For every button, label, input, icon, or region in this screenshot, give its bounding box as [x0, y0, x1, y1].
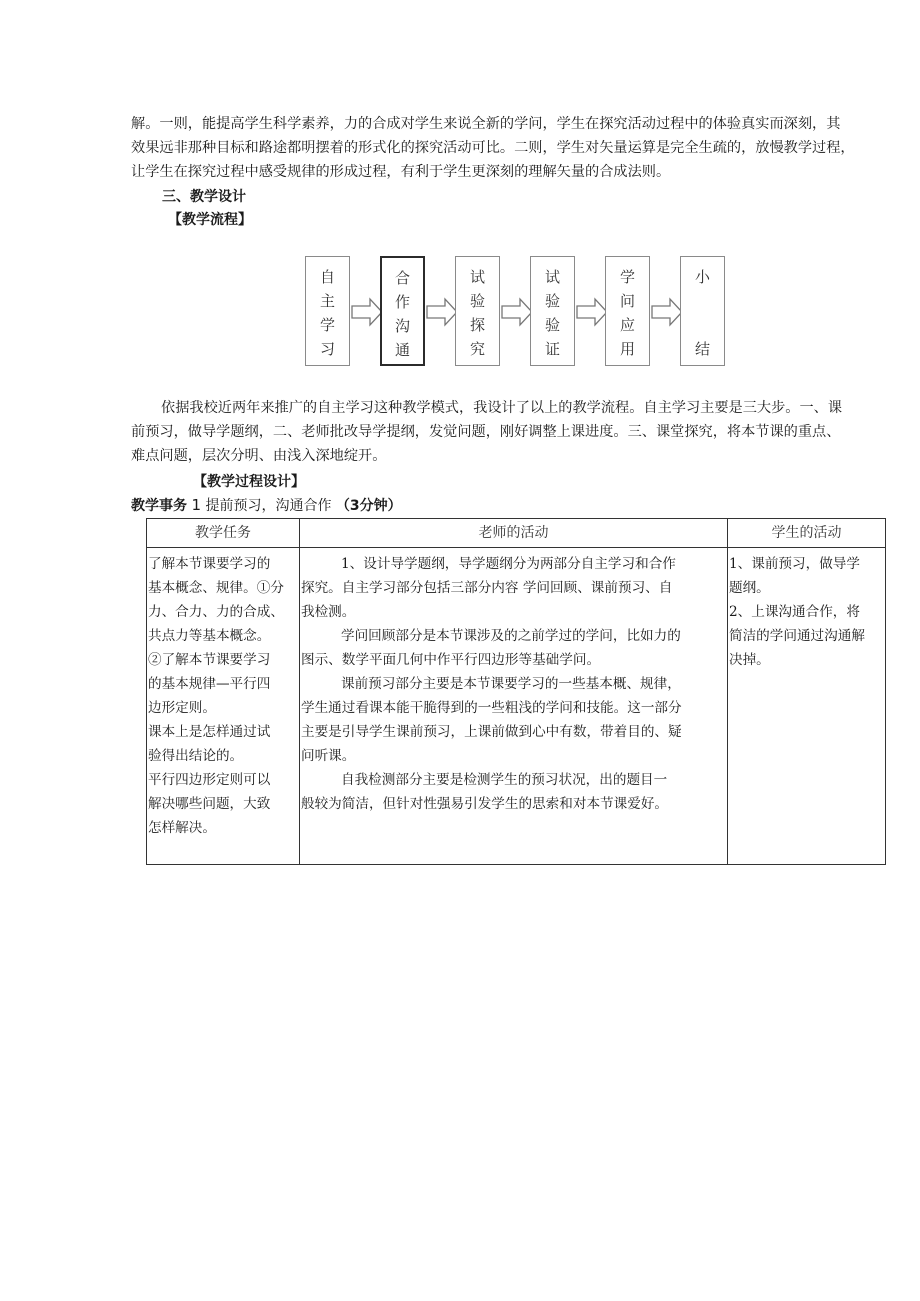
flow-step-cooperation	[380, 256, 425, 366]
student-activity-line: 决掉。	[729, 652, 770, 668]
teacher-activity-line: 学问回顾部分是本节课涉及的之前学过的学问，比如力的	[341, 628, 681, 644]
student-activity-line: 2、上课沟通合作，将	[729, 604, 860, 620]
teacher-activity-line: 自我检测部分主要是检测学生的预习状况，出的题目一	[341, 772, 668, 788]
task-title-text: 提前预习，沟通合作	[205, 498, 332, 514]
task-line: 怎样解决。	[148, 820, 216, 836]
student-activity-line: 简洁的学问通过沟通解	[729, 628, 865, 644]
flow-step-char: 通	[394, 341, 410, 359]
task-title	[131, 495, 402, 515]
flow-step-char: 验	[544, 316, 560, 334]
teacher-activity-line: 1、设计导学题纲，导学题纲分为两部分自主学习和合作	[341, 556, 676, 572]
flow-heading: 【教学流程】	[168, 212, 252, 228]
teaching-flow-diagram	[305, 256, 728, 368]
flow-step-char: 习	[319, 340, 335, 358]
task-line: 课本上是怎样通过试	[148, 724, 271, 740]
flow-step-char: 证	[544, 340, 560, 358]
table-header-row	[147, 519, 886, 548]
flow-step-char	[681, 313, 724, 337]
intro-line: 解。一则，能提高学生科学素养，力的合成对学生来说全新的学问，学生在探究活动过程中的体验真实而深刻，其	[131, 116, 841, 132]
task-line: 验得出结论的。	[148, 748, 244, 764]
process-table	[146, 518, 886, 865]
flow-step-char: 应	[619, 316, 635, 334]
flow-step-char: 验	[469, 292, 485, 310]
flow-step-char: 小	[694, 268, 710, 286]
task-line: 基本概念、规律。①分	[148, 580, 284, 596]
teacher-activity-line: 探究。自主学习部分包括三部分内容 学问回顾、课前预习、自	[301, 580, 673, 596]
flow-step-char: 试	[469, 268, 485, 286]
task-cell	[147, 548, 300, 865]
header-student-activity: 学生的活动	[728, 519, 886, 548]
flow-step-char: 自	[319, 268, 335, 286]
flow-step-char: 验	[544, 292, 560, 310]
teacher-activity-line: 般较为简洁，但针对性强易引发学生的思索和对本节课爱好。	[301, 796, 669, 812]
flow-step-char	[681, 289, 724, 313]
flow-arrow-icon	[575, 297, 609, 327]
flow-step-char: 究	[469, 340, 485, 358]
flow-step-char: 主	[319, 292, 335, 310]
flow-step-char: 合	[394, 269, 410, 287]
teacher-activity-line: 课前预习部分主要是本节课要学习的一些基本概、规律，	[341, 676, 681, 692]
task-line: ②了解本节课要学习	[148, 652, 271, 668]
intro-paragraph	[131, 112, 909, 184]
student-activity-cell	[728, 548, 886, 865]
flow-step-char: 用	[619, 340, 635, 358]
flow-paragraph-line: 依据我校近两年来推广的自主学习这种教学模式，我设计了以上的教学流程。自主学习主要是三大步。一、课	[161, 400, 843, 416]
flow-step-self-study	[305, 256, 350, 366]
task-line: 共点力等基本概念。	[148, 628, 271, 644]
flow-step-char: 试	[544, 268, 560, 286]
teacher-activity-line: 主要是引导学生课前预习，上课前做到心中有数，带着目的、疑	[301, 724, 682, 740]
task-line: 力、合力、力的合成、	[148, 604, 284, 620]
flow-arrow-icon	[650, 297, 684, 327]
header-teaching-task: 教学任务	[147, 519, 300, 548]
header-teacher-activity: 老师的活动	[300, 519, 728, 548]
flow-step-summary	[680, 256, 725, 366]
flow-step-char: 问	[619, 292, 635, 310]
task-line: 平行四边形定则可以	[148, 772, 271, 788]
teacher-activity-cell	[300, 548, 728, 865]
task-line: 解决哪些问题，大致	[148, 796, 271, 812]
teacher-activity-line: 图示、数学平面几何中作平行四边形等基础学问。	[301, 652, 601, 668]
task-title-prefix: 教学事务	[131, 498, 187, 514]
flow-step-char: 探	[469, 316, 485, 334]
student-activity-line: 1、课前预习，做导学	[729, 556, 860, 572]
process-heading: 【教学过程设计】	[193, 474, 305, 490]
teacher-activity-line: 学生通过看课本能干脆得到的一些粗浅的学问和技能。这一部分	[301, 700, 682, 716]
flow-arrow-icon	[500, 297, 534, 327]
flow-step-experiment-explore	[455, 256, 500, 366]
flow-paragraph-line: 前预习，做导学题纲，二、老师批改导学提纲，发觉问题，刚好调整上课进度。三、课堂探究，将本节课的重点、	[131, 424, 841, 440]
flow-step-experiment-verify	[530, 256, 575, 366]
flow-step-application	[605, 256, 650, 366]
task-title-number: 1	[191, 496, 201, 514]
task-line: 的基本规律—平行四	[148, 676, 271, 692]
flow-step-char: 结	[694, 340, 710, 358]
table-row	[147, 548, 886, 865]
flow-arrow-icon	[425, 297, 459, 327]
teacher-activity-line: 问听课。	[301, 748, 356, 764]
intro-line: 效果远非那种目标和路途都明摆着的形式化的探究活动可比。二则，学生对矢量运算是完全生疏的，放慢教学过程，	[131, 140, 855, 156]
flow-step-char: 作	[394, 293, 410, 311]
teacher-activity-line: 我检测。	[301, 604, 356, 620]
task-title-duration: （3分钟）	[335, 498, 402, 514]
task-line: 边形定则。	[148, 700, 216, 716]
intro-line: 让学生在探究过程中感受规律的形成过程，有利于学生更深刻的理解矢量的合成法则。	[131, 164, 671, 180]
section-heading: 三、教学设计	[162, 189, 246, 205]
flow-step-char: 学	[319, 316, 335, 334]
flow-paragraph	[131, 396, 909, 468]
flow-arrow-icon	[350, 297, 384, 327]
student-activity-line: 题纲。	[729, 580, 770, 596]
flow-step-char: 沟	[394, 317, 410, 335]
flow-step-char: 学	[619, 268, 635, 286]
flow-paragraph-line: 难点问题，层次分明、由浅入深地绽开。	[131, 448, 387, 464]
task-line: 了解本节课要学习的	[148, 556, 271, 572]
